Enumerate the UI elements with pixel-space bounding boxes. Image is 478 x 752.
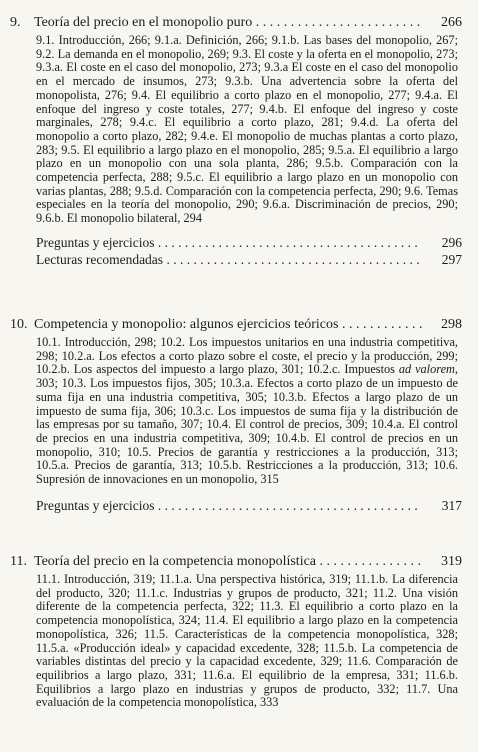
chapter-11 — [0, 553, 478, 710]
chapter-title: Teoría del precio en la competencia monopolística . . . — [34, 553, 422, 571]
chapter-10 — [0, 316, 478, 514]
recommended-readings — [0, 251, 478, 268]
chapter-number: 10. — [10, 317, 28, 332]
chapter-sections — [36, 336, 458, 487]
chapter-sections: 9.1. Introducción, 266; 9.1.a. Definición, 266; 9.1.b. Las bases del monopolio, 267; 9.2. La demanda en el monopolio, 269; 9.3. El coste y la oferta en el monopolio, 273; 9.3.a. El coste en el caso del monopolio, 273; 9.3.a El coste en el caso del monopolio en el mercado de insumos, 273; 9.3.b. Una advertencia sobre la oferta del monopolista, 276; 9.4. El equilibrio a corto plazo en el monopolio, 277; 9.4.a. El enfoque del ingreso y coste totales, 277; 9.4.b. El enfoque del ingreso y coste marginales, 278; 9.4.c. El equilibrio a corto plazo, 281; 9.4.d. La oferta del monopolio a corto plazo, 282; 9.4.e. El monopolio de muchas plantas a corto plazo, 283; 9.5. El equilibrio a largo plazo en el monopolio, 285; 9.5.a. El equilibrio a largo plazo en un monopolio con una sola planta, 286; 9.5.b. Comparación con la competencia perfecta, 288; 9.5.c. El equilibrio a largo plazo en un monopolio con varias plantas, 288; 9.5.d. Comparación con la competencia perfecta, 290; 9.6. Temas especiales en la teoría del monopolio, 290; 9.6.a. Discriminación de precios, 290; 9.6.b. El monopolio bilateral, 294 — [36, 33, 458, 226]
sections-text-start: 10.1. Introducción, 298; 10.2. Los impuestos unitarios en una industria competitiva, 298; 10.2.a. Los efectos a corto plazo sobre el coste, el precio y la producción, 299; 10.2.b. Los aspectos del impuesto a largo plazo, 301; 10.2.c. Impuestos — [36, 335, 458, 377]
chapter-number: 9. — [10, 15, 21, 30]
questions-and-exercises — [0, 234, 478, 251]
chapter-heading — [0, 316, 478, 334]
ref-page-number: 317 — [441, 497, 462, 513]
ref-label: Preguntas y ejercicios . . . — [36, 234, 422, 251]
chapter-heading — [0, 14, 478, 32]
chapter-page-number: 298 — [441, 317, 462, 332]
chapter-title: Competencia y monopolio: algunos ejercicios teóricos . . . — [34, 316, 422, 334]
chapter-sections: 11.1. Introducción, 319; 11.1.a. Una perspectiva histórica, 319; 11.1.b. La diferencia del producto, 320; 11.1.c. Industrias y grupos de producto, 321; 11.2. Una visión diferente de la competencia perfecta, 322; 11.3. El equilibrio a corto plazo en la competencia monopolística, 324; 11.4. El equilibrio a largo plazo en la competencia monopolística, 326; 11.5. Características de la competencia monopolística, 328; 11.5.a. «Producción ideal» y capacidad excedente, 328; 11.5.b. La competencia de variables distintas del precio y la capacidad excedente, 329; 11.6. Comparación de equilibrios a largo plazo, 331; 11.6.a. El equilibrio de la empresa, 331; 11.6.b. Equilibrios a largo plazo en industrias y grupos de producto, 332; 11.7. Una evaluación de la competencia monopolística, 333 — [36, 572, 458, 710]
chapter-page-number: 266 — [441, 15, 462, 30]
ref-label: Lecturas recomendadas . . . — [36, 251, 422, 268]
questions-and-exercises — [0, 497, 478, 514]
chapter-page-number: 319 — [441, 554, 462, 569]
chapter-heading — [0, 553, 478, 571]
ref-page-number: 296 — [441, 234, 462, 250]
chapter-number: 11. — [10, 554, 27, 569]
ref-label: Preguntas y ejercicios . . . — [36, 497, 422, 514]
sections-text-end: , 303; 10.3. Los impuestos fijos, 305; 10.3.a. Efectos a corto plazo de un impuesto de suma fija en una industria competitiva, 305; 10.3.b. Efectos a largo plazo de un impuesto de suma fija, 306; 10.3.c. Los impuestos de suma fija y la distribución de las empresas por su tamaño, 307; 10.4. El control de precios, 309; 10.4.a. El control de precios en una industria competitiva, 309; 10.4.b. El control de precios en un monopolio, 310; 10.5. Precios de garantía y restricciones a la producción, 313; 10.5.a. Precios de garantía, 313; 10.5.b. Restricciones a la producción, 313; 10.6. Supresión de innovaciones en un monopolio, 315 — [36, 362, 458, 487]
sections-italic-term: ad valorem — [398, 362, 455, 377]
chapter-title: Teoría del precio en el monopolio puro . . . — [34, 14, 422, 32]
ref-page-number: 297 — [441, 251, 462, 267]
chapter-9 — [0, 14, 478, 268]
